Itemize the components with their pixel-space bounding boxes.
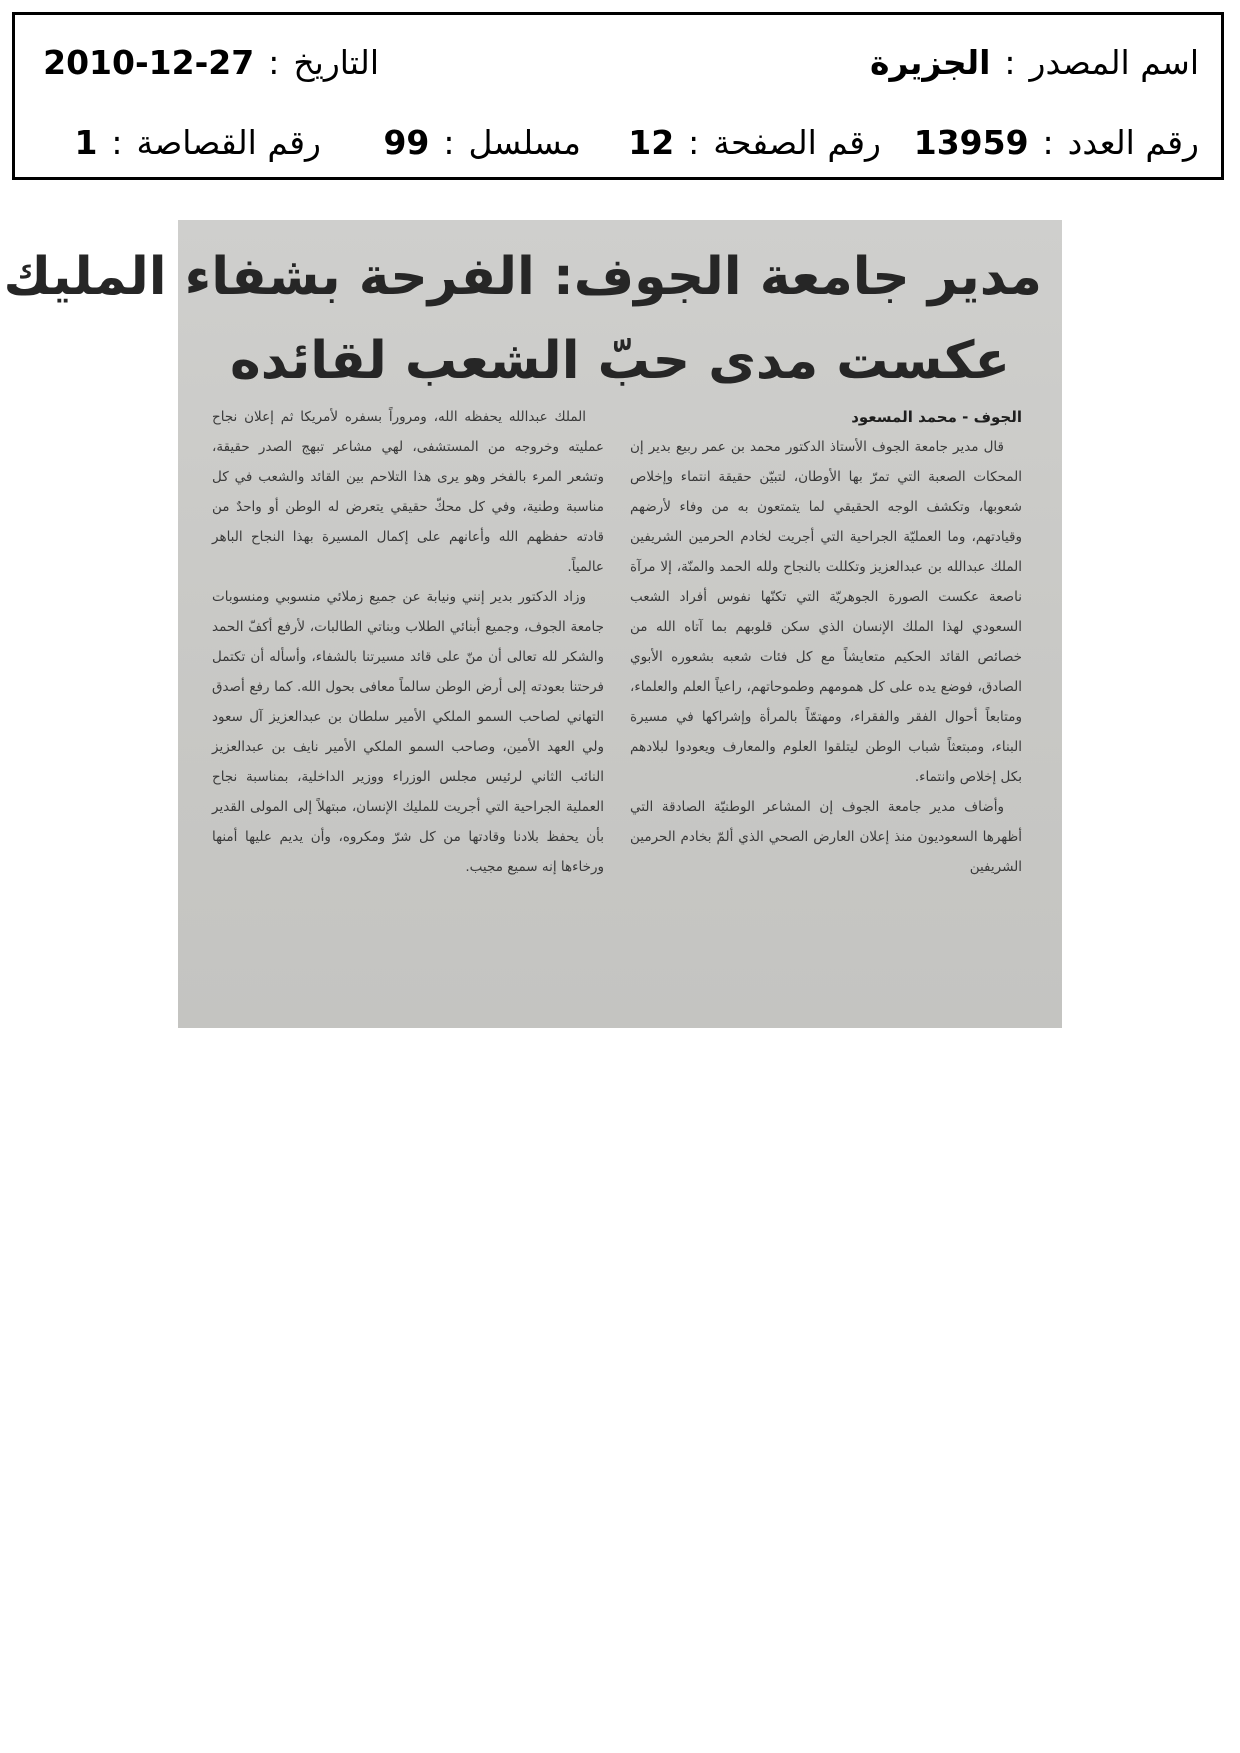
byline: الجوف - محمد المسعود: [851, 408, 1022, 426]
serial-value: 99: [383, 123, 430, 162]
serial-label: مسلسل: [468, 123, 581, 162]
paragraph: قال مدير جامعة الجوف الأستاذ الدكتور محمد بن عمر ربيع بدير إن المحكات الصعبة التي تمرّ بها الأوطان، لتبيّن حقيقة انتماء وإخلاص شعوبها، وتكشف الوجه الحقيقي لما يتمتعون به من وفاء لأرضهم وقيادتهم، وما العمليّة الجراحية التي أجريت لخادم الحرمين الشريفين الملك عبدالله بن عبدالعزيز وتكللت بالنجاح ولله الحمد والمنّة، إلا مرآة ناصعة عكست الصورة الجوهريّة التي تكنّها نفوس أفراد الشعب السعودي لهذا الملك الإنسان الذي سكن قلوبهم بما آتاه الله من خصائص القائد الحكيم متعايشاً مع كل فئات شعبه بشعوره الأبوي الصادق، فوضع يده على كل همومهم وطموحاتهم، راعياً العلم والعلماء، ومتابعاً أحوال الفقر والفقراء، ومهتمّاً بالمرأة وإشراكها في مسيرة البناء، ومبتعثاً شباب الوطن ليتلقوا العلوم والمعارف ويعودوا لبلادهم بكل إخلاص وانتماء.: [630, 439, 1022, 785]
newspaper-clipping: [3, 220, 1062, 1028]
page-value: 12: [628, 123, 675, 162]
source-field: [870, 37, 1199, 89]
paragraph: الملك عبدالله يحفظه الله، ومروراً بسفره لأمريكا ثم إعلان نجاح عمليته وخروجه من المستشفى، لهي مشاعر تبهج الصدر حقيقة، وتشعر المرء بالفخر وهو يرى هذا التلاحم بين القائد والشعب في كل مناسبة وطنية، وفي كل محكّ حقيقي يتعرض له الوطن أو واحدٌ من قادته حفظهم الله وأعانهم على إكمال المسيرة بهذا النجاح الباهر عالمياً.: [212, 409, 604, 575]
clip-value: 1: [74, 123, 98, 162]
serial-separator: :: [443, 123, 455, 162]
date-separator: :: [268, 43, 280, 82]
headline-line-1: مدير جامعة الجوف: الفرحة بشفاء المليك: [3, 247, 1042, 307]
clip-label: رقم القصاصة: [136, 123, 321, 162]
paragraph: وأضاف مدير جامعة الجوف إن المشاعر الوطنيّة الصادقة التي أظهرها السعوديون منذ إعلان العارض الصحي الذي ألمّ بخادم الحرمين الشريفين: [630, 799, 1022, 875]
article-column-left: [212, 402, 604, 882]
clip-field: [74, 117, 321, 169]
source-label: اسم المصدر: [1029, 43, 1199, 82]
source-value: الجزيرة: [870, 43, 991, 82]
date-field: [43, 37, 379, 89]
article-column-right: [630, 402, 1022, 882]
issue-value: 13959: [913, 123, 1029, 162]
clip-separator: :: [111, 123, 123, 162]
serial-field: [383, 117, 581, 169]
date-label: التاريخ: [293, 43, 379, 82]
page-label: رقم الصفحة: [713, 123, 881, 162]
headline-line-2: عكست مدى حبّ الشعب لقائده: [230, 331, 1010, 391]
date-value: 2010-12-27: [43, 43, 255, 82]
info-row-top: [15, 37, 1221, 93]
issue-separator: :: [1042, 123, 1054, 162]
paragraph: وزاد الدكتور بدير إنني ونيابة عن جميع زملائي منسوبي ومنسوبات جامعة الجوف، وجميع أبنائي الطلاب وبناتي الطالبات، لأرفع أكفّ الحمد والشكر لله تعالى أن منّ على قائد مسيرتنا بالشفاء، وأسأله أن تكتمل فرحتنا بعودته إلى أرض الوطن سالماً معافى بحول الله. كما رفع أصدق التهاني لصاحب السمو الملكي الأمير سلطان بن عبدالعزيز آل سعود ولي العهد الأمين، وصاحب السمو الملكي الأمير نايف بن عبدالعزيز النائب الثاني لرئيس مجلس الوزراء ووزير الداخلية، بمناسبة نجاح العملية الجراحية التي أجريت للمليك الإنسان، مبتهلاً إلى المولى القدير بأن يحفظ بلادنا وقادتها من كل شرّ ومكروه، وأن يديم عليها أمنها ورخاءها إنه سميع مجيب.: [212, 589, 604, 875]
clipping-info-box: [12, 12, 1224, 180]
issue-label: رقم العدد: [1067, 123, 1199, 162]
page-field: [628, 117, 881, 169]
source-separator: :: [1004, 43, 1016, 82]
page-separator: :: [688, 123, 700, 162]
issue-field: [914, 117, 1199, 169]
info-row-bottom: [15, 117, 1221, 173]
